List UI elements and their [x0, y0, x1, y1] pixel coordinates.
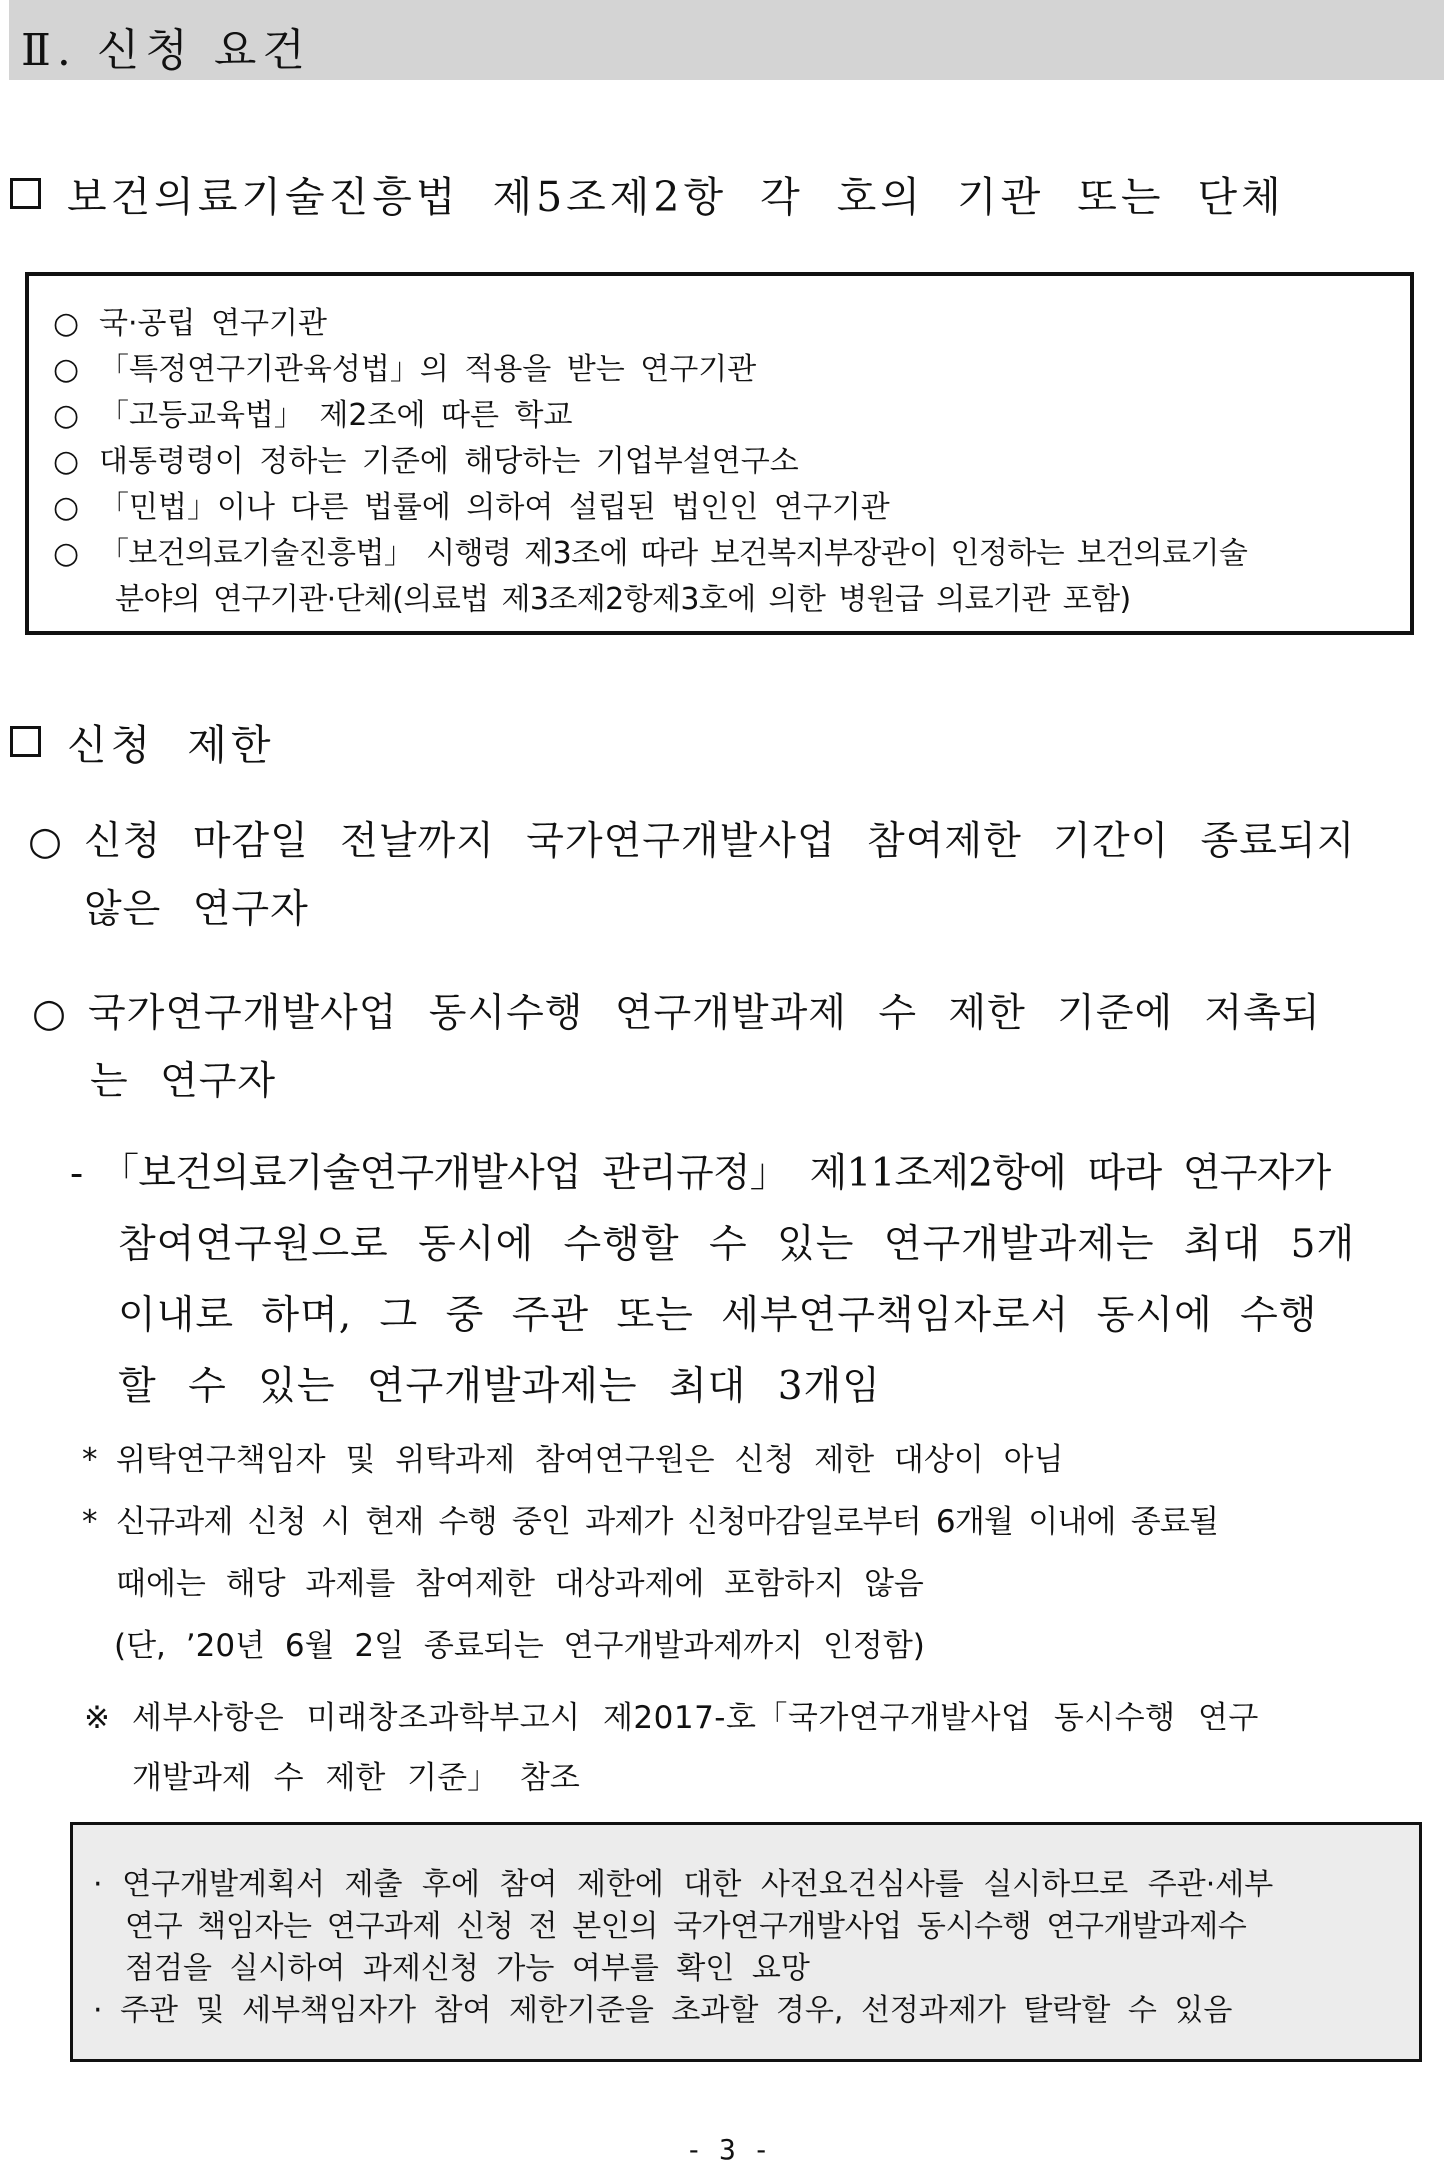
- dash-marker: -: [70, 1151, 83, 1196]
- eligible-item: ○ 대통령령이 정하는 기준에 해당하는 기업부설연구소: [53, 444, 799, 479]
- caution-line: · 연구개발계획서 제출 후에 참여 제한에 대한 사전요건심사를 실시하므로 주관·세부: [93, 1867, 1274, 1902]
- rule-detail: - 「보건의료기술연구개발사업 관리규정」 제11조제2항에 따라 연구자가: [70, 1151, 1331, 1196]
- reference-note-line: 개발과제 수 제한 기준」 참조: [132, 1760, 580, 1796]
- restriction-item-continuation: 는 연구자: [90, 1059, 277, 1104]
- eligible-item: ○ 「보건의료기술진흥법」 시행령 제3조에 따라 보건복지부장관이 인정하는 보건의료기술: [53, 536, 1248, 571]
- caution-box: [70, 1822, 1422, 2062]
- page-number: - 3 -: [685, 2133, 770, 2166]
- caution-line: 점검을 실시하여 과제신청 가능 여부를 확인 요망: [125, 1951, 810, 1986]
- heading-restrictions: 신청 제한: [10, 712, 274, 771]
- circle-bullet-icon: ○: [28, 819, 64, 864]
- circle-bullet-icon: ○: [53, 444, 80, 479]
- note-item: * 신규과제 신청 시 현재 수행 중인 과제가 신청마감일로부터 6개월 이내에 종료될: [82, 1504, 1219, 1540]
- eligible-item: ○ 「특정연구기관육성법」의 적용을 받는 연구기관: [53, 352, 757, 387]
- circle-bullet-icon: ○: [53, 352, 80, 387]
- reference-note: ※ 세부사항은 미래창조과학부고시 제2017-호「국가연구개발사업 동시수행 연구: [84, 1700, 1259, 1736]
- eligible-institutions-box: [25, 272, 1414, 635]
- section-title: Ⅱ. 신청 요건: [21, 25, 311, 76]
- eligible-item: ○ 국·공립 연구기관: [53, 306, 327, 341]
- checkbox-square-icon: [10, 726, 41, 757]
- rule-detail-line: 할 수 있는 연구개발과제는 최대 3개임: [118, 1364, 881, 1409]
- caution-line: · 주관 및 세부책임자가 참여 제한기준을 초과할 경우, 선정과제가 탈락할 수 있음: [93, 1993, 1233, 2028]
- checkbox-square-icon: [10, 178, 41, 209]
- note-item-line: 때에는 해당 과제를 참여제한 대상과제에 포함하지 않음: [116, 1566, 924, 1602]
- restriction-item: ○ 신청 마감일 전날까지 국가연구개발사업 참여제한 기간이 종료되지: [28, 819, 1356, 864]
- circle-bullet-icon: ○: [53, 490, 80, 525]
- eligible-item: ○ 「고등교육법」 제2조에 따른 학교: [53, 398, 573, 433]
- asterisk-marker: *: [82, 1442, 98, 1478]
- rule-detail-line: 참여연구원으로 동시에 수행할 수 있는 연구개발과제는 최대 5개: [118, 1222, 1356, 1267]
- circle-bullet-icon: ○: [53, 306, 80, 341]
- section-title-bar: [9, 0, 1444, 80]
- rule-detail-line: 이내로 하며, 그 중 주관 또는 세부연구책임자로서 동시에 수행: [118, 1293, 1318, 1338]
- note-item-line: (단, ’20년 6월 2일 종료되는 연구개발과제까지 인정함): [114, 1628, 925, 1664]
- restriction-item-continuation: 않은 연구자: [84, 887, 309, 932]
- circle-bullet-icon: ○: [32, 991, 68, 1036]
- note-item: * 위탁연구책임자 및 위탁과제 참여연구원은 신청 제한 대상이 아님: [82, 1442, 1064, 1478]
- reference-mark-icon: ※: [84, 1700, 111, 1736]
- restriction-item: ○ 국가연구개발사업 동시수행 연구개발과제 수 제한 기준에 저촉되: [32, 991, 1321, 1036]
- circle-bullet-icon: ○: [53, 398, 80, 433]
- asterisk-marker: *: [82, 1504, 97, 1540]
- caution-line: 연구 책임자는 연구과제 신청 전 본인의 국가연구개발사업 동시수행 연구개발과제수: [125, 1909, 1247, 1944]
- heading-eligible-institutions: 보건의료기술진흥법 제5조제2항 각 호의 기관 또는 단체: [10, 164, 1285, 223]
- eligible-item-continuation: 분야의 연구기관·단체(의료법 제3조제2항제3호에 의한 병원급 의료기관 포함): [115, 582, 1131, 617]
- eligible-item: ○ 「민법」이나 다른 법률에 의하여 설립된 법인인 연구기관: [53, 490, 890, 525]
- circle-bullet-icon: ○: [53, 536, 79, 571]
